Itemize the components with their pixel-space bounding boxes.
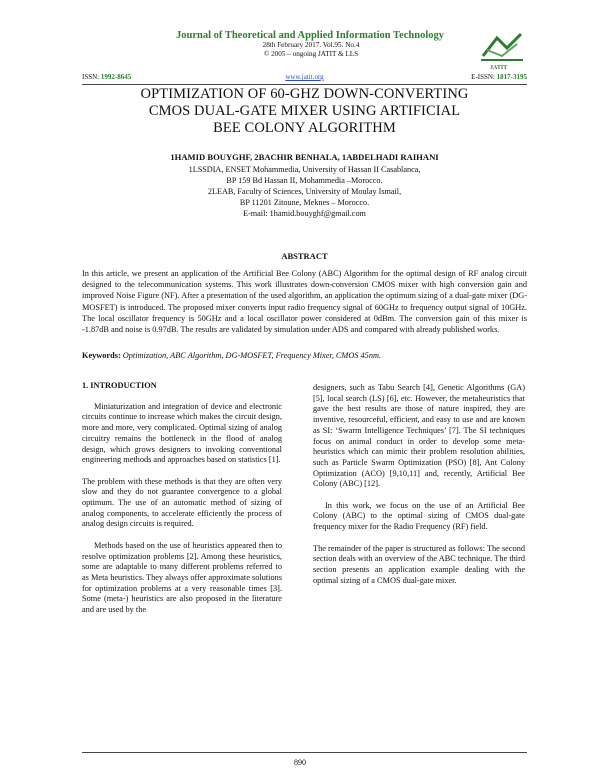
- left-column: [82, 381, 282, 626]
- journal-issue: 28th February 2017. Vol.95. No.4: [262, 41, 360, 49]
- affiliation-line: 2LEAB, Faculty of Sciences, University of Moulay Ismail,: [207, 187, 402, 196]
- right-column: [313, 383, 525, 597]
- journal-copyright: © 2005 – ongoing JATIT & LLS: [263, 50, 359, 58]
- paragraph: Miniaturization and integration of device and electronic circuits continue to increase which makes the circuit design, more and more, very complicated. Optimal sizing of analog circuitry remains the bottleneck in the flood of analog design, which grows designers to invoking conventional engineering methods and approaches based on statistics [1].: [82, 401, 282, 465]
- eissn: E-ISSN: 1817-3195: [471, 73, 527, 81]
- keywords-text: Optimization, ABC Algorithm, DG-MOSFET, Frequency Mixer, CMOS 45nm.: [122, 351, 382, 360]
- paragraph: In this work, we focus on the use of an Artificial Bee Colony (ABC) to the optimal sizing of CMOS dual-gate frequency mixer for the Radio Frequency (RF) field.: [313, 500, 525, 532]
- keywords-label: Keywords:: [82, 351, 121, 360]
- journal-url-link[interactable]: www.jatit.org: [285, 73, 324, 81]
- affiliation-line: 1LSSDIA, ENSET Mohammedia, University of Hassan II Casablanca,: [188, 165, 421, 174]
- paragraph: designers, such as Tabu Search [4], Genetic Algorithms (GA) [5], local search (LS) [6], etc. However, the metaheuristics that gave the best results are those of nature inspired, they are inventive, resourceful, efficient, and easy to use and are known as SI: ‘Swarm Intelligence Techniques’ [7]. The SI techniques focus on animal conduct in order to develop some meta-heuristics which can mimic their problem resolution abilities, such as Particle Swarm Optimization (PSO) [8], Ant Colony Optimization (ACO) [9,10,11] and, recently, Artificial Bee Colony (ABC) [12].: [313, 383, 525, 489]
- logo-text: JATIT: [490, 65, 508, 71]
- abstract-text: In this article, we present an application of the Artificial Bee Colony (ABC) Algorithm for the optimal design of RF analog circuit designed to the telecommunication systems. This work illustrates down-conversion CMOS mixer with high conversion gain and improved Noise Figure (NF). After a presentation of the used algorithm, an application the optimum sizing of a dual-gate mixer (DG-MOSFET) is introduced. The proposed mixer converts input radio frequency signal of 60GHz to frequency output signal of 10GHz. The local oscillator frequency is 50GHz and a local oscillator power considered at 0dBm. The conversion gain of this mixer is -1.87dB and noise is 0.97dB. The results are validated by simulation under ADS and compared with already published works.: [82, 269, 527, 335]
- paper-title: OPTIMIZATION OF 60-GHZ DOWN-CONVERTING CMOS DUAL-GATE MIXER USING ARTIFICIAL BEE COLONY ALGORITHM: [140, 86, 469, 136]
- journal-title: Journal of Theoretical and Applied Information Technology: [176, 30, 444, 41]
- jatit-logo-icon: [477, 30, 527, 70]
- author-email: E-mail: 1hamid.bouyghf@gmail.com: [243, 209, 366, 218]
- footer-divider: [82, 752, 527, 753]
- authors: 1HAMID BOUYGHF, 2BACHIR BENHALA, 1ABDELHADI RAIHANI: [170, 152, 439, 162]
- section-heading: 1. INTRODUCTION: [82, 381, 157, 390]
- abstract-heading: ABSTRACT: [281, 251, 328, 261]
- header-divider: [82, 84, 527, 85]
- keywords: [82, 351, 527, 360]
- paragraph: Methods based on the use of heuristics appeared then to resolve optimization problems [2]. Among these heuristics, some are adaptable to many different problems referred to as Meta heuristics. They always offer approximate solutions for optimization problems at a very reasonable times [3]. Some (meta-) heuristics are also proposed in the literature and are used by the: [82, 540, 282, 615]
- issn: ISSN: 1992-8645: [82, 73, 132, 81]
- affiliation-line: BP 159 Bd Hassan II, Mohammedia –Morocco.: [226, 176, 383, 185]
- affiliation-line: BP 11201 Zitoune, Meknes – Morocco.: [239, 198, 370, 207]
- page-number: 890: [294, 758, 306, 767]
- paragraph: The remainder of the paper is structured as follows: The second section deals with an overview of the ABC technique. The third section presents an application example dealing with the optimal sizing of a CMOS dual-gate mixer.: [313, 543, 525, 585]
- paragraph: The problem with these methods is that they are often very slow and they do not guarantee convergence to a global optimum. The use of an automatic method of sizing of analog components, to accelerate efficiently the process of analog design circuits is required.: [82, 476, 282, 529]
